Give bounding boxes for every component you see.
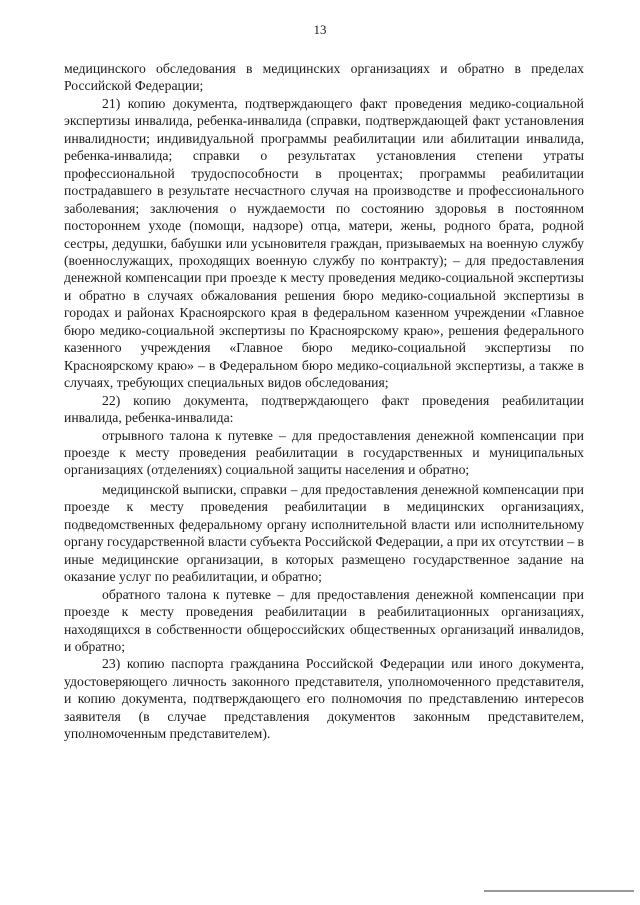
paragraph-item-22: 22) копию документа, подтверждающего факт проведения реабилитации инвалида, ребенка-инвалида: [64, 392, 584, 426]
document-body [64, 60, 584, 743]
scan-edge-line [484, 890, 634, 892]
paragraph-subitem-return-coupon: обратного талона к путевке – для предоставления денежной компенсации при проезде к месту проведения реабилитации в реабилитационных организациях, находящихся в собственности общероссийских общественных организаций инвалидов, и обратно; [64, 586, 584, 654]
paragraph-continuation: медицинского обследования в медицинских организациях и обратно в пределах Российской Федерации; [64, 61, 584, 94]
paragraph-item-23: 23) копию паспорта гражданина Российской Федерации или иного документа, удостоверяющего личность законного представителя, уполномоченного представителя, и копию документа, подтверждающего его полномочия по представлению интересов заявителя (в случае представления документов законным представителем, уполномоченным представителем). [64, 656, 584, 742]
paragraph-subitem-tear-off-coupon: отрывного талона к путевке – для предоставления денежной компенсации при проезде к месту проведения реабилитации в государственных и муниципальных организациях (отделениях) социальной защиты населения и обратно; [64, 427, 584, 478]
paragraph-item-21: 21) копию документа, подтверждающего факт проведения медико-социальной экспертизы инвалида, ребенка-инвалида (справки, подтверждающей факт установления инвалидности; индивидуальной программы реабилитации или абилитации инвалида, ребенка-инвалида; справки о результатах установления степени утраты профессиональной трудоспособности в процентах; программы реабилитации пострадавшего в результате несчастного случая на производстве и профессионального заболевания; заключения о нуждаемости по состоянию здоровья в постоянном постороннем уходе (помощи, надзоре) отца, матери, жены, родного брата, родной сестры, дедушки, бабушки или усыновителя граждан, призываемых на военную службу (военнослужащих, проходящих военную службу по контракту); – для предоставления денежной компенсации при проезде к месту проведения медико-социальной экспертизы и обратно в случаях обжалования решения бюро медико-социальной экспертизы в городах и районах Красноярского края в федеральном казенном учреждении «Главное бюро медико-социальной экспертизы по Красноярскому краю», решения федерального казенного учреждения «Главное бюро медико-социальной экспертизы по Красноярскому краю» – в Федеральном бюро медико-социальной экспертизы, а также в случаях, требующих специальных видов обследования; [64, 95, 584, 391]
page-number: 13 [313, 22, 327, 37]
paragraph-subitem-medical-statement: медицинской выписки, справки – для предоставления денежной компенсации при проезде к месту проведения реабилитации в медицинских организациях, подведомственных федеральному органу исполнительной власти или исполнительному органу государственной власти субъекта Российской Федерации, а при их отсутствии – в иные медицинские организации, в которых размещено государственное задание на оказание услуг по реабилитации, и обратно; [64, 481, 584, 585]
